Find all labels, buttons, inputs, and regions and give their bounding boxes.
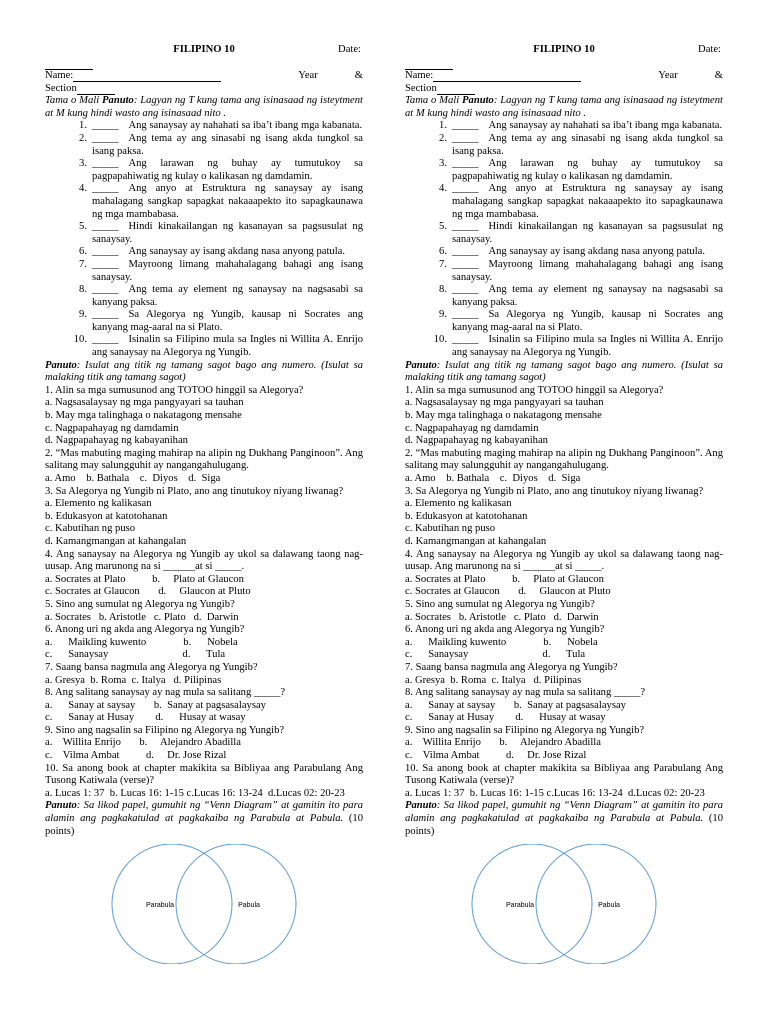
section-blank[interactable] [437,83,475,95]
question: 10. Sa anong book at chapter makikita sa Bibliyaa ang Parabulang Ang Tusong Katiwala (verse)? [405,762,726,787]
name-label: Name: [45,70,74,81]
date-blank[interactable] [405,58,453,70]
question: 2. “Mas mabuting maging mahirap na alipin ng Dukhang Panginoon”. Ang salitang may salungguhit ay nangangahulugang. [405,447,726,472]
question: 6. Anong uri ng akda ang Alegorya ng Yungib? [45,624,245,636]
item-text [452,158,723,183]
part1-text: : Lagyan ng T kung tama ang isinasaad ng isteytment at M kung hindi wasto ang isinasaad nito . [405,95,723,119]
answer-blank[interactable]: _____ [452,183,479,195]
part3-text: : Sa likod papel, gumuhit ng “Venn Diagram” at gamitin ito para alamin ang pagkakatulad at pagkakaiba ng Parabula at Pabula. [405,800,723,825]
choice-line: a. Amo b. Bathala c. Diyos d. Siga [405,473,581,484]
item-text [452,183,723,221]
item-text [92,284,363,309]
choice-line: a. Willita Enrijo b. Alejandro Abadilla [405,737,601,749]
year-label: Year [658,70,678,81]
part3-instruction [405,800,723,838]
item-number: 9. [439,309,447,321]
part1-prefix: Tama o Mali [45,95,103,107]
name-blank[interactable] [73,70,221,82]
true-false-item [45,259,363,284]
choice-line: c. Socrates at Glaucon d. Glaucon at Pluto [45,586,251,598]
true-false-item [45,133,363,158]
choice-line: a. Willita Enrijo b. Alejandro Abadilla [45,737,241,749]
choice-line: c. Sanaysay d. Tula [405,649,586,661]
answer-blank[interactable]: _____ [92,246,119,258]
statement: Ang larawan ng buhay ay tumutukoy sa pagpapahiwatig ng kulay o kalikasan ng damdamin. [92,158,363,182]
multiple-choice-list [405,384,726,801]
choice-line: a. Nagsasalaysay ng mga pangyayari sa tauhan [405,397,604,409]
choice-line: a. Elemento ng kalikasan [45,498,152,510]
question: 3. Sa Alegorya ng Yungib ni Plato, ano ang tinutukoy niyang liwanag? [45,485,344,497]
true-false-item [405,120,723,133]
question: 4. Ang sanaysay na Alegorya ng Yungib ay ukol sa dalawang taong nag-uusap. Ang marunong na si ______at si _____. [45,548,363,573]
choice-line: c. Socrates at Glaucon d. Glaucon at Pluto [405,586,611,598]
answer-blank[interactable]: _____ [92,309,119,321]
item-text [92,183,363,221]
part1-text: : Lagyan ng T kung tama ang isinasaad ng isteytment at M kung hindi wasto ang isinasaad nito . [45,95,363,119]
item-text [452,309,723,334]
year-label: Year [298,70,318,81]
choice-line: a. Elemento ng kalikasan [405,498,512,510]
date-label: Date: [698,44,721,55]
statement: Hindi kinakailangan ng kasanayan sa pagsusulat ng sanaysay. [92,221,363,245]
venn-circle-right [536,844,656,964]
answer-blank[interactable]: _____ [92,158,119,170]
item-text [452,221,723,246]
statement: Ang anyo at Estruktura ng sanaysay ay isang mahalagang sangkap sapagkat nakaaapekto ito sapagkaunawa ng mga mambabasa. [92,183,363,220]
name-field [45,70,221,83]
question: 5. Sino ang sumulat ng Alegorya ng Yungib? [45,598,235,610]
item-number: 3. [79,158,87,170]
part3-instruction [45,800,363,838]
item-number: 1. [439,120,447,132]
name-blank[interactable] [433,70,581,82]
worksheet-header [45,44,363,57]
choice-line: a. Nagsasalaysay ng mga pangyayari sa tauhan [45,397,244,409]
choice-line: d. Kamangmangan at kahangalan [45,535,187,547]
statement: Mayroong limang mahahalagang bahagi ang isang sanaysay. [92,258,363,283]
statement: Ang larawan ng buhay ay tumutukoy sa pagpapahiwatig ng kulay o kalikasan ng damdamin. [452,158,723,182]
item-number: 10. [433,334,447,346]
venn-diagram [405,844,723,964]
venn-label-right: Pabula [238,902,260,910]
item-text [452,259,723,284]
choice-line: b. Edukasyon at katotohanan [45,510,168,522]
statement: Sa Alegorya ng Yungib, kausap ni Socrates ang kanyang mag-aaral na si Plato. [452,309,723,333]
choice-line: c. Vilma Ambat d. Dr. Jose Rizal [405,750,587,762]
statement: Ang sanaysay ay isang akdang nasa anyong patula. [128,246,346,258]
statement: Mayroong limang mahahalagang bahagi ang isang sanaysay. [452,258,723,283]
answer-blank[interactable]: _____ [452,246,479,258]
answer-blank[interactable]: _____ [92,258,119,270]
venn-circle-right [176,844,296,964]
part1-panuto: Panuto [462,95,494,107]
item-text [452,120,723,133]
true-false-item [45,246,363,259]
answer-blank[interactable]: _____ [452,258,479,270]
true-false-item [405,158,723,183]
statement: Hindi kinakailangan ng kasanayan sa pagsusulat ng sanaysay. [452,221,723,245]
multiple-choice-list [45,384,366,801]
venn-label-left: Parabula [145,902,175,910]
answer-blank[interactable]: _____ [92,334,119,346]
statement: Isinalin sa Filipino mula sa Ingles ni Willita A. Enrijo ang sanaysay na Alegorya ng Yungib. [452,334,723,359]
choice-line: c. Kabutihan ng puso [405,523,496,535]
choice-line: a. Socrates b. Aristotle c. Plato d. Darwin [405,611,599,623]
question: 7. Saang bansa nagmula ang Alegorya ng Yungib? [45,661,258,673]
true-false-item [405,183,723,221]
worksheet-title: FILIPINO 10 [533,44,595,55]
choice-line: c. Nagpapahayag ng damdamin [405,422,539,434]
choice-line: a. Socrates b. Aristotle c. Plato d. Darwin [45,611,239,623]
choice-line: d. Nagpapahayag ng kabayanihan [405,435,548,447]
item-number: 6. [79,246,87,258]
choice-line: c. Sanay at Husay d. Husay at wasay [405,712,606,724]
part2-panuto: Panuto [45,359,77,371]
answer-blank[interactable]: _____ [452,284,479,296]
choice-line: b. May mga talinghaga o nakatagong mensahe [45,410,242,422]
worksheet-column-left [45,44,366,964]
choice-line: a. Socrates at Plato b. Plato at Glaucon [405,573,604,585]
item-text [452,334,723,359]
name-field [405,70,581,83]
answer-blank[interactable]: _____ [452,132,479,144]
item-number: 7. [439,258,447,270]
item-number: 4. [79,183,87,195]
question: 5. Sino ang sumulat ng Alegorya ng Yungib? [405,598,595,610]
choice-line: a. Lucas 1: 37 b. Lucas 16: 1-15 c.Lucas 16: 13-24 d.Lucas 02: 20-23 [45,787,345,799]
venn-svg [45,844,363,964]
statement: Ang anyo at Estruktura ng sanaysay ay isang mahalagang sangkap sapagkat nakaaapekto ito sapagkaunawa ng mga mambabasa. [452,183,723,220]
choice-line: a. Lucas 1: 37 b. Lucas 16: 1-15 c.Lucas 16: 13-24 d.Lucas 02: 20-23 [405,787,705,799]
question: 7. Saang bansa nagmula ang Alegorya ng Yungib? [405,661,618,673]
question: 1. Alin sa mga sumusunod ang TOTOO hinggil sa Alegorya? [45,384,304,396]
part2-instruction [45,360,363,385]
answer-blank[interactable]: _____ [452,158,479,170]
worksheet-column-right [405,44,726,964]
part1-instruction [405,95,723,120]
part3-text: : Sa likod papel, gumuhit ng “Venn Diagram” at gamitin ito para alamin ang pagkakatulad at pagkakaiba ng Parabula at Pabula. [45,800,363,825]
part3-panuto: Panuto [45,800,77,812]
item-text [92,259,363,284]
item-number: 5. [439,221,447,233]
statement: Ang sanaysay ay nahahati sa iba’t ibang mga kabanata. [488,120,723,132]
venn-label-right: Pabula [598,902,620,910]
answer-blank[interactable]: _____ [452,334,479,346]
answer-blank[interactable]: _____ [452,120,479,132]
true-false-item [45,334,363,359]
item-text [92,133,363,158]
true-false-item [405,259,723,284]
true-false-item [45,284,363,309]
true-false-item [45,221,363,246]
true-false-item [45,158,363,183]
question: 4. Ang sanaysay na Alegorya ng Yungib ay ukol sa dalawang taong nag-uusap. Ang marunong na si ______at si _____. [405,548,723,573]
item-number: 8. [79,284,87,296]
item-text [92,309,363,334]
choice-line: b. Edukasyon at katotohanan [405,510,528,522]
choice-line: c. Sanay at Husay d. Husay at wasay [45,712,246,724]
venn-label-left: Parabula [505,902,535,910]
choice-line: a. Maikling kuwento b. Nobela [405,636,598,648]
statement: Ang tema ay ang sinasabi ng isang akda tungkol sa isang paksa. [92,132,363,157]
item-text [92,158,363,183]
answer-blank[interactable]: _____ [92,132,119,144]
statement: Ang tema ay element ng sanaysay na nagsasabi sa kanyang paksa. [452,284,723,308]
section-label: Section [45,82,77,94]
statement: Ang sanaysay ay nahahati sa iba’t ibang mga kabanata. [128,120,363,132]
item-number: 5. [79,221,87,233]
choice-line: a. Amo b. Bathala c. Diyos d. Siga [45,473,221,484]
answer-blank[interactable]: _____ [452,309,479,321]
true-false-item [405,334,723,359]
date-blank-row [45,57,363,70]
item-text [92,221,363,246]
true-false-item [405,133,723,158]
true-false-item [405,309,723,334]
statement: Ang sanaysay ay isang akdang nasa anyong patula. [488,246,706,258]
section-row [405,83,723,96]
item-text [92,246,363,259]
question: 2. “Mas mabuting maging mahirap na alipin ng Dukhang Panginoon”. Ang salitang may salungguhit ay nangangahulugang. [45,447,366,472]
answer-blank[interactable]: _____ [92,284,119,296]
section-label: Section [405,82,437,94]
item-number: 7. [79,258,87,270]
choice-line: b. May mga talinghaga o nakatagong mensahe [405,410,602,422]
statement: Ang tema ay ang sinasabi ng isang akda tungkol sa isang paksa. [452,132,723,157]
part2-text: : Isulat ang titik ng tamang sagot bago ang numero. (Isulat sa malaking titik ang tamang sagot) [45,359,363,384]
choice-line: d. Nagpapahayag ng kabayanihan [45,435,188,447]
statement: Isinalin sa Filipino mula sa Ingles ni Willita A. Enrijo ang sanaysay na Alegorya ng Yungib. [92,334,363,359]
part3-points: (10 points) [405,813,723,837]
choice-line: a. Gresya b. Roma c. Italya d. Pilipinas [45,674,222,686]
item-number: 6. [439,246,447,258]
item-number: 3. [439,158,447,170]
question: 8. Ang salitang sanaysay ay nag mula sa salitang _____? [45,687,286,699]
venn-diagram [45,844,363,964]
answer-blank[interactable]: _____ [92,120,119,132]
date-blank[interactable] [45,58,93,70]
name-row [45,70,363,83]
choice-line: a. Sanay at saysay b. Sanay at pagsasalaysay [45,699,266,711]
venn-svg [405,844,723,964]
true-false-item [45,183,363,221]
part3-panuto: Panuto [405,800,437,812]
date-label: Date: [338,44,361,55]
item-text [92,120,363,133]
true-false-item [405,284,723,309]
name-row [405,70,723,83]
worksheet-title: FILIPINO 10 [173,44,235,55]
ampersand: & [354,70,363,81]
item-number: 2. [439,132,447,144]
part2-instruction [405,360,723,385]
answer-blank[interactable]: _____ [92,183,119,195]
true-false-item [405,246,723,259]
choice-line: a. Maikling kuwento b. Nobela [45,636,238,648]
item-number: 8. [439,284,447,296]
item-text [452,284,723,309]
item-text [92,334,363,359]
question: 8. Ang salitang sanaysay ay nag mula sa salitang _____? [405,687,646,699]
choice-line: a. Gresya b. Roma c. Italya d. Pilipinas [405,674,582,686]
item-text [452,246,723,259]
part1-panuto: Panuto [102,95,134,107]
true-false-item [45,120,363,133]
part2-panuto: Panuto [405,359,437,371]
part1-prefix: Tama o Mali [405,95,463,107]
name-label: Name: [405,70,434,81]
choice-line: a. Socrates at Plato b. Plato at Glaucon [45,573,244,585]
part2-text: : Isulat ang titik ng tamang sagot bago ang numero. (Isulat sa malaking titik ang tamang sagot) [405,359,723,384]
true-false-list [45,120,363,359]
choice-line: c. Sanaysay d. Tula [45,649,226,661]
true-false-list [405,120,723,359]
choice-line: d. Kamangmangan at kahangalan [405,535,547,547]
item-number: 9. [79,309,87,321]
question: 3. Sa Alegorya ng Yungib ni Plato, ano ang tinutukoy niyang liwanag? [405,485,704,497]
choice-line: c. Vilma Ambat d. Dr. Jose Rizal [45,750,227,762]
item-number: 2. [79,132,87,144]
question: 9. Sino ang nagsalin sa Filipino ng Alegorya ng Yungib? [405,724,645,736]
question: 10. Sa anong book at chapter makikita sa Bibliyaa ang Parabulang Ang Tusong Katiwala (verse)? [45,762,366,787]
true-false-item [45,309,363,334]
date-blank-row [405,57,723,70]
item-number: 4. [439,183,447,195]
section-row [45,83,363,96]
item-number: 1. [79,120,87,132]
worksheet-header [405,44,723,57]
part1-instruction [45,95,363,120]
answer-blank[interactable]: _____ [92,221,119,233]
statement: Sa Alegorya ng Yungib, kausap ni Socrates ang kanyang mag-aaral na si Plato. [92,309,363,333]
ampersand: & [714,70,723,81]
true-false-item [405,221,723,246]
choice-line: a. Sanay at saysay b. Sanay at pagsasalaysay [405,699,626,711]
question: 9. Sino ang nagsalin sa Filipino ng Alegorya ng Yungib? [45,724,285,736]
answer-blank[interactable]: _____ [452,221,479,233]
choice-line: c. Nagpapahayag ng damdamin [45,422,179,434]
question: 6. Anong uri ng akda ang Alegorya ng Yungib? [405,624,605,636]
item-text [452,133,723,158]
question: 1. Alin sa mga sumusunod ang TOTOO hinggil sa Alegorya? [405,384,664,396]
choice-line: c. Kabutihan ng puso [45,523,136,535]
statement: Ang tema ay element ng sanaysay na nagsasabi sa kanyang paksa. [92,284,363,308]
part3-points: (10 points) [45,813,363,837]
item-number: 10. [73,334,87,346]
section-blank[interactable] [77,83,115,95]
